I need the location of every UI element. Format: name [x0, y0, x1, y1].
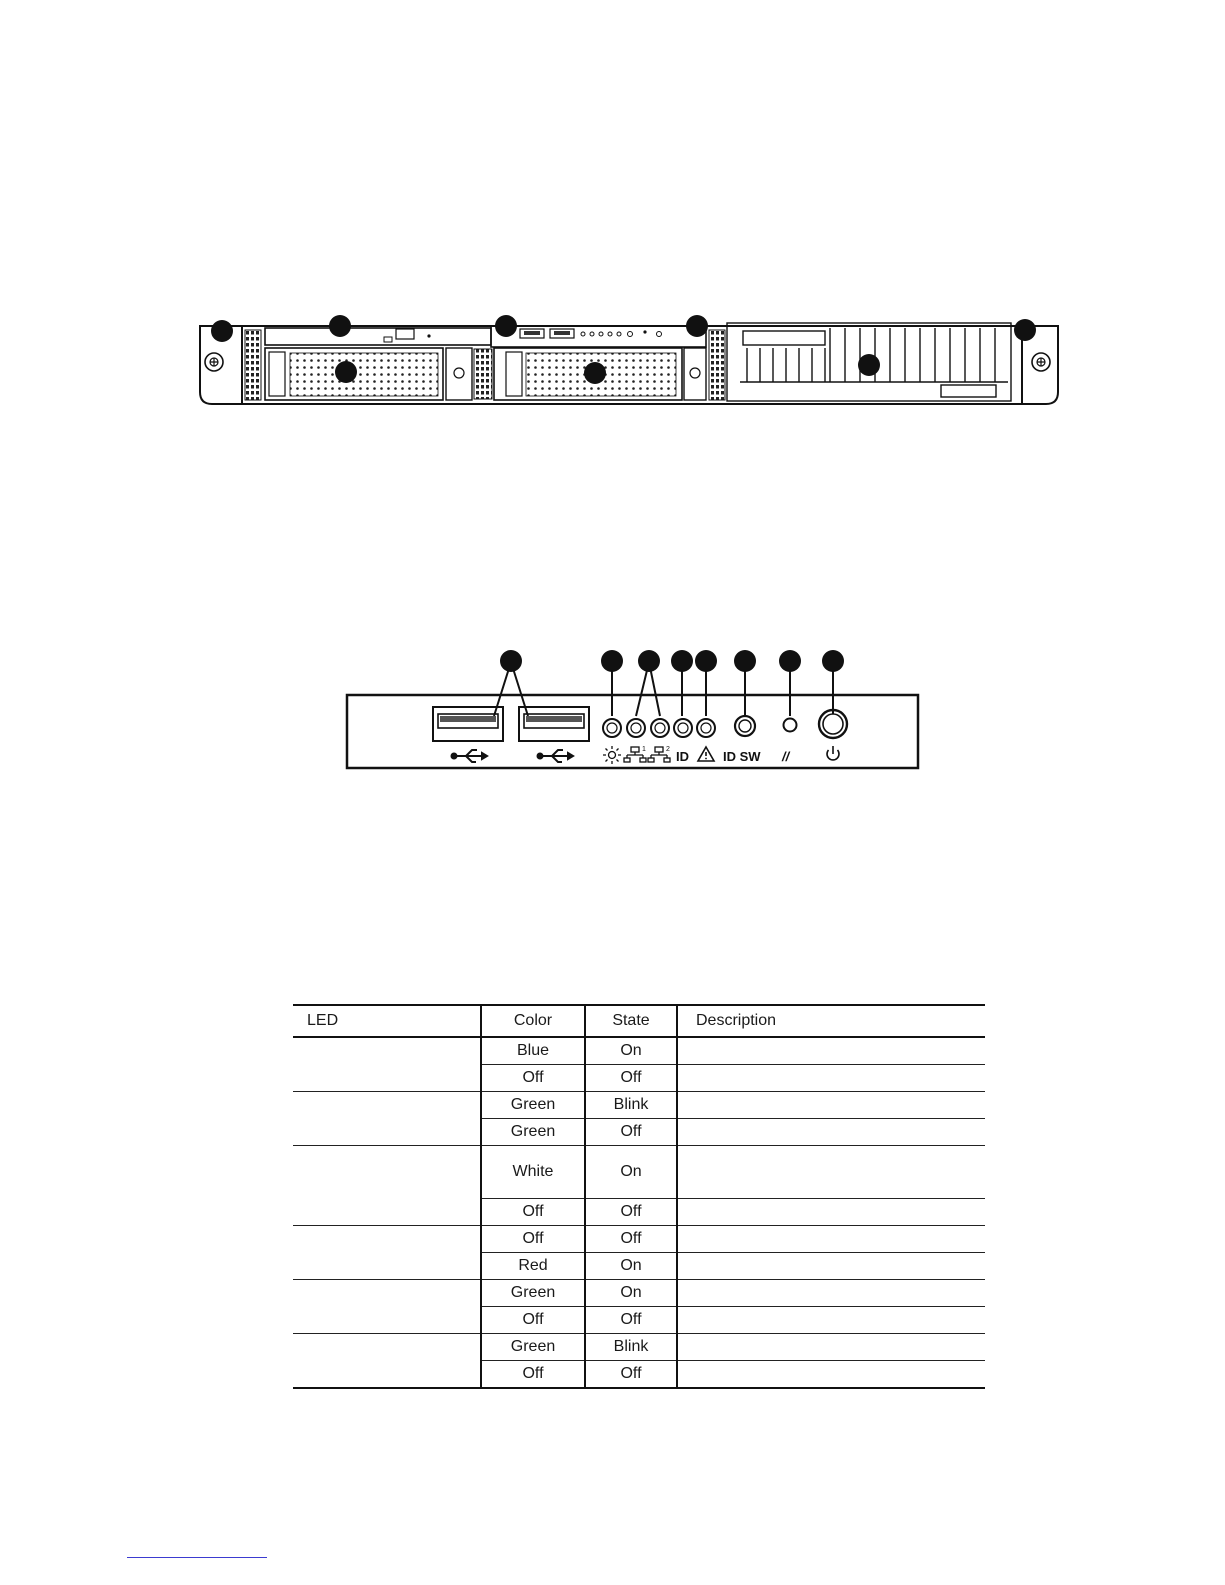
callout-marker — [601, 650, 623, 672]
power-symbol-icon — [827, 746, 839, 760]
color-cell: Off — [481, 1307, 585, 1334]
color-cell: Off — [481, 1361, 585, 1389]
power-led — [603, 719, 621, 737]
callout-marker — [500, 650, 522, 672]
color-cell: Blue — [481, 1037, 585, 1065]
callout-marker — [822, 650, 844, 672]
table-row — [293, 1226, 985, 1253]
power-button[interactable] — [819, 710, 847, 738]
id-switch-label: ID SW — [723, 749, 761, 764]
svg-text:1: 1 — [642, 746, 646, 753]
usb-icon — [538, 750, 574, 762]
description-cell — [677, 1307, 985, 1334]
color-cell: Off — [481, 1065, 585, 1092]
led-name-cell — [293, 1280, 481, 1334]
callout-marker — [734, 650, 756, 672]
description-cell — [677, 1146, 985, 1199]
table-row — [293, 1334, 985, 1361]
usb-port-2[interactable] — [519, 707, 589, 741]
description-cell — [677, 1037, 985, 1065]
state-cell: On — [585, 1253, 677, 1280]
lan2-icon — [648, 746, 670, 762]
description-cell — [677, 1065, 985, 1092]
state-cell: Off — [585, 1307, 677, 1334]
description-cell — [677, 1119, 985, 1146]
color-cell: Off — [481, 1199, 585, 1226]
callout-marker — [779, 650, 801, 672]
sun-power-icon — [603, 746, 621, 764]
led-name-cell — [293, 1146, 481, 1226]
color-cell: White — [481, 1146, 585, 1199]
color-cell: Green — [481, 1334, 585, 1361]
state-cell: Blink — [585, 1092, 677, 1119]
led-name-cell — [293, 1226, 481, 1280]
usb-icon — [452, 750, 488, 762]
table-row — [293, 1280, 985, 1307]
description-cell — [677, 1361, 985, 1389]
color-cell: Red — [481, 1253, 585, 1280]
description-cell — [677, 1334, 985, 1361]
description-cell — [677, 1253, 985, 1280]
table-header-row — [293, 1005, 985, 1037]
header-color: Color — [481, 1005, 585, 1037]
callout-marker — [638, 650, 660, 672]
color-cell: Off — [481, 1226, 585, 1253]
panel-callout-markers — [500, 650, 844, 672]
state-cell: Off — [585, 1119, 677, 1146]
description-cell — [677, 1280, 985, 1307]
state-cell: On — [585, 1146, 677, 1199]
nmi-button[interactable] — [784, 719, 797, 732]
table-row — [293, 1092, 985, 1119]
color-cell: Green — [481, 1119, 585, 1146]
id-led — [674, 719, 692, 737]
warning-icon — [698, 747, 714, 761]
color-cell: Green — [481, 1280, 585, 1307]
lan1-led — [627, 719, 645, 737]
led-name-cell — [293, 1037, 481, 1092]
color-cell: Green — [481, 1092, 585, 1119]
callout-marker — [671, 650, 693, 672]
state-cell: Off — [585, 1361, 677, 1389]
status-led — [697, 719, 715, 737]
led-name-cell — [293, 1334, 481, 1389]
description-cell — [677, 1226, 985, 1253]
description-cell — [677, 1199, 985, 1226]
table-row — [293, 1146, 985, 1199]
callout-marker — [695, 650, 717, 672]
state-cell: Off — [585, 1226, 677, 1253]
header-state: State — [585, 1005, 677, 1037]
header-description: Description — [677, 1005, 985, 1037]
lan1-icon — [624, 746, 646, 762]
led-status-table — [293, 1004, 985, 1389]
state-cell: Off — [585, 1199, 677, 1226]
header-led: LED — [293, 1005, 481, 1037]
lan2-led — [651, 719, 669, 737]
led-name-cell — [293, 1092, 481, 1146]
id-label: ID — [676, 749, 689, 764]
state-cell: Blink — [585, 1334, 677, 1361]
state-cell: Off — [585, 1065, 677, 1092]
svg-text:2: 2 — [666, 746, 670, 753]
state-cell: On — [585, 1037, 677, 1065]
id-switch-button[interactable] — [735, 716, 755, 736]
nmi-label: // — [782, 749, 790, 764]
description-cell — [677, 1092, 985, 1119]
footnote-rule — [127, 1557, 267, 1558]
table-row — [293, 1037, 985, 1065]
state-cell: On — [585, 1280, 677, 1307]
usb-port-1[interactable] — [433, 707, 503, 741]
